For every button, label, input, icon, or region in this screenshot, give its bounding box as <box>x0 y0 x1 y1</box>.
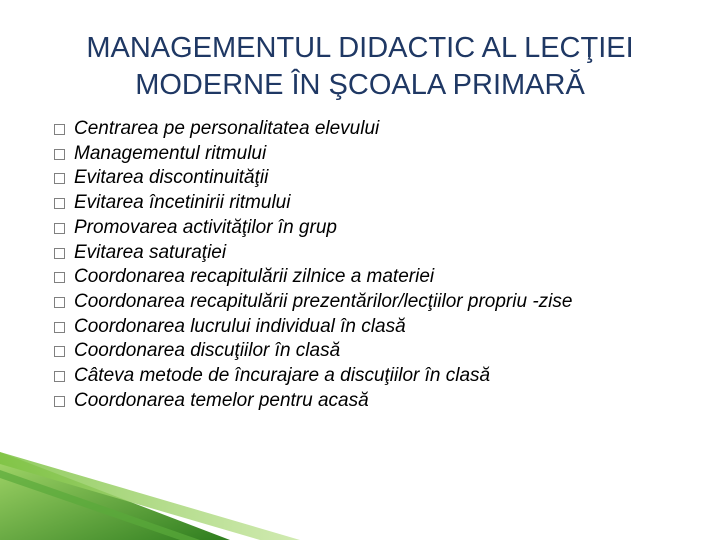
green-swoosh-decoration <box>0 430 720 540</box>
title-line-1: MANAGEMENTUL DIDACTIC AL LECŢIEI <box>86 32 634 64</box>
list-item <box>52 315 692 340</box>
bullet-box-icon <box>54 248 65 259</box>
list-item-text: Evitarea încetinirii ritmului <box>74 192 291 214</box>
list-item-text: Coordonarea temelor pentru acasă <box>74 389 369 411</box>
list-item-text: Managementul ritmului <box>74 142 267 164</box>
bullet-box-icon <box>54 223 65 234</box>
list-item <box>52 117 692 142</box>
list-item-text: Coordonarea lucrului individual în clasă <box>74 315 406 337</box>
list-item-text: Centrarea pe personalitatea elevului <box>74 118 380 139</box>
list-item-text: Coordonarea recapitulării prezentărilor/lecţiilor propriu -zise <box>74 290 573 312</box>
list-item <box>52 241 692 266</box>
bullet-list <box>52 117 692 413</box>
list-item <box>52 389 692 414</box>
list-item-text: Coordonarea discuţiilor în clasă <box>74 340 341 362</box>
bullet-box-icon <box>54 371 65 382</box>
bullet-box-icon <box>54 322 65 333</box>
bullet-box-icon <box>54 173 65 184</box>
list-item-text: Coordonarea recapitulării zilnice a materiei <box>74 266 435 288</box>
list-item <box>52 290 692 315</box>
bullet-box-icon <box>54 346 65 357</box>
bullet-box-icon <box>54 198 65 209</box>
list-item-text: Evitarea discontinuităţii <box>74 167 269 189</box>
list-item-text: Promovarea activităţilor în grup <box>74 216 337 238</box>
list-item <box>52 339 692 364</box>
title-line-2: MODERNE ÎN ŞCOALA PRIMARĂ <box>135 69 585 101</box>
bullet-box-icon <box>54 396 65 407</box>
bullet-box-icon <box>54 124 65 135</box>
list-item-text: Evitarea saturaţiei <box>74 241 227 263</box>
list-item <box>52 142 692 167</box>
bullet-box-icon <box>54 149 65 160</box>
list-item <box>52 191 692 216</box>
bullet-box-icon <box>54 297 65 308</box>
list-item <box>52 364 692 389</box>
slide-title <box>0 30 720 104</box>
list-item <box>52 216 692 241</box>
list-item-text: Câteva metode de încurajare a discuţiilor în clasă <box>74 365 491 387</box>
list-item <box>52 166 692 191</box>
bullet-box-icon <box>54 272 65 283</box>
list-item <box>52 265 692 290</box>
